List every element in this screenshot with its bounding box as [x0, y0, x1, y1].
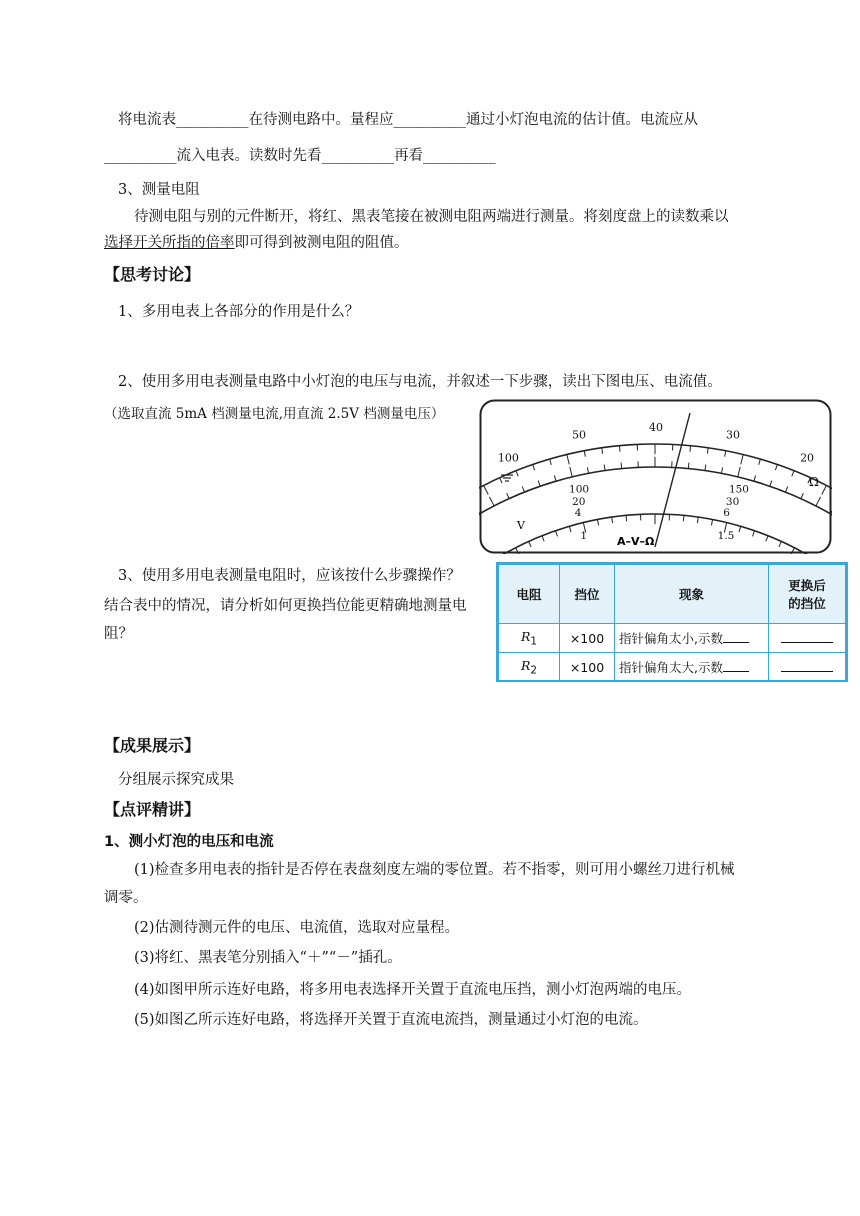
review-step-3: (3)将红、黑表笔分别插入“＋”“－”插孔。 — [134, 950, 402, 966]
table-row: $R_2$ ×100 指针偏角太大,示数 — [499, 653, 846, 682]
scale-tick — [688, 463, 689, 469]
resistance-paragraph: 待测电阻与别的元件断开，将红、黑表笔接在被测电阻两端进行测量。将刻度盘上的读数乘以 — [134, 209, 729, 225]
scale-label: 1.5 — [717, 530, 735, 543]
question-3-c: 阻？ — [104, 626, 133, 642]
scale-tick — [621, 463, 622, 469]
scale-label: 30 — [725, 496, 740, 509]
question-3-b: 结合表中的情况，请分析如何更换挡位能更精确地测量电 — [104, 598, 467, 614]
review-step-4: (4)如图甲所示连好电路，将多用电表选择开关置于直流电压挡，测小灯泡两端的电压。 — [134, 982, 692, 998]
meter-footer: A–V–Ω — [617, 535, 655, 548]
heading-discussion: 【思考讨论】 — [104, 265, 201, 284]
review-step-5: (5)如图乙所示连好电路，将选择开关置于直流电流挡，测量通过小灯泡的电流。 — [134, 1012, 648, 1028]
question-1: 1、多用电表上各部分的作用是什么？ — [118, 304, 360, 320]
col-phenomenon: 现象 — [615, 565, 769, 624]
scale-label: 20 — [800, 451, 815, 465]
meter-ohm-unit: Ω — [809, 475, 819, 489]
scale-tick — [683, 515, 684, 521]
scale-label: 150 — [728, 483, 749, 496]
review-step-1: (1)检查多用电表的指针是否停在表盘刻度左端的零位置。若不指零，则可用小螺丝刀进行机械 — [134, 862, 735, 878]
resistance-table — [496, 562, 848, 682]
scale-label: 100 — [569, 483, 590, 496]
answer-blank[interactable] — [781, 659, 833, 672]
section-measure-resistance: 3、测量电阻 — [118, 182, 200, 198]
col-range: 挡位 — [560, 565, 615, 624]
results-text: 分组展示探究成果 — [118, 772, 234, 788]
scale-label: 50 — [571, 428, 586, 442]
scale-label: 6 — [723, 506, 730, 519]
scale-label: 4 — [574, 506, 582, 519]
question-2-note: （选取直流 5mA 档测量电流,用直流 2.5V 档测量电压） — [104, 406, 445, 422]
resistance-paragraph-2-rest: 即可得到被测电阻的阻值。 — [234, 235, 409, 251]
multimeter-dial — [479, 399, 832, 554]
answer-blank[interactable] — [781, 630, 833, 643]
question-2: 2、使用多用电表测量电路中小灯泡的电压与电流，并叙述一下步骤，读出下图电压、电流值。 — [118, 374, 722, 390]
answer-blank[interactable] — [723, 659, 749, 672]
col-resistance: 电阻 — [499, 565, 560, 624]
review-step-2: (2)估测待测元件的电压、电流值，选取对应量程。 — [134, 920, 460, 936]
underlined-phrase: 选择开关所指的倍率 — [104, 235, 235, 251]
review-title: 1、测小灯泡的电压和电流 — [104, 834, 274, 850]
table-row: $R_1$ ×100 指针偏角太小,示数 — [499, 624, 846, 653]
scale-label: 40 — [649, 421, 663, 434]
table-header-row — [499, 565, 846, 624]
scale-tick — [619, 446, 620, 452]
scale-label: 30 — [726, 428, 741, 442]
scale-tick — [626, 515, 627, 521]
heading-results: 【成果展示】 — [104, 736, 201, 755]
col-new-range: 更换后 的挡位 — [769, 565, 846, 624]
question-3: 3、使用多用电表测量电阻时，应该按什么步骤操作？ — [118, 568, 461, 584]
review-step-1-cont: 调零。 — [104, 890, 148, 906]
fill-line-1: 将电流表__________在待测电路中。量程应__________通过小灯泡电流的估计值。电流应从 — [118, 112, 698, 128]
scale-label: 100 — [497, 451, 519, 465]
scale-tick — [690, 446, 691, 452]
scale-label: 20 — [572, 496, 586, 509]
scale-label: 1 — [580, 530, 588, 543]
answer-blank[interactable] — [723, 630, 749, 643]
fill-line-2: __________流入电表。读数时先看__________再看__________ — [104, 148, 496, 164]
resistance-paragraph-2 — [104, 233, 409, 253]
heading-review: 【点评精讲】 — [104, 800, 201, 819]
meter-v-unit: V — [517, 519, 525, 532]
